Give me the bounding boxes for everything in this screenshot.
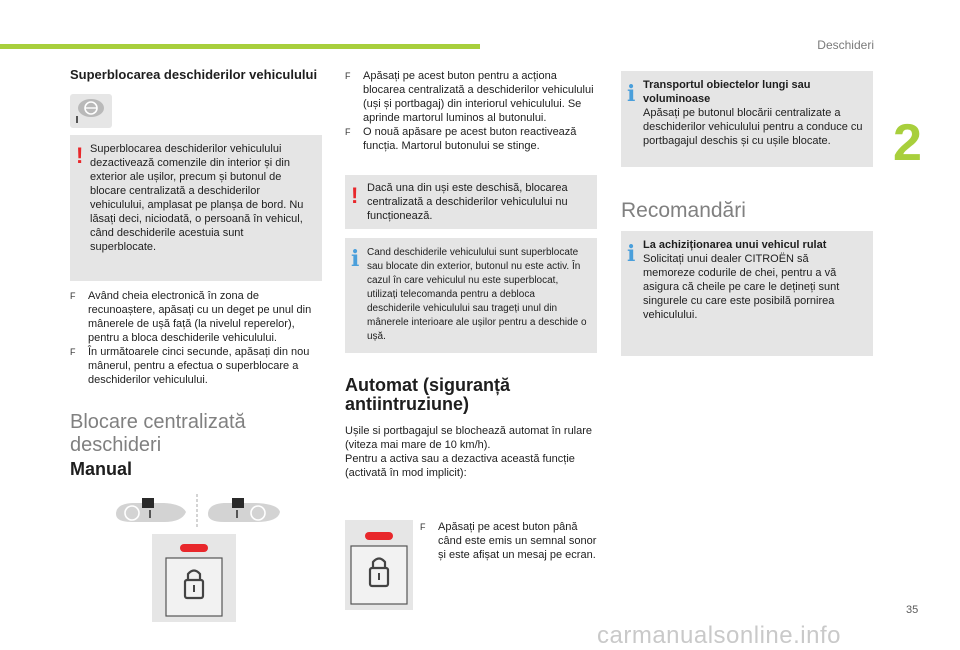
door-open-warning-text: Dacă una din uși este deschisă, blocarea centralizată a deschiderilor vehiculului nu funcționează. (367, 182, 568, 222)
central-lock-step-2 (345, 125, 597, 153)
dashboard-buttons-illustration (112, 492, 284, 530)
recommendations-title: Recomandări (621, 199, 746, 222)
used-vehicle-info-title: La achiziționarea unui vehicul rulat (643, 239, 827, 251)
page-number: 35 (906, 604, 919, 616)
central-lock-button-box (152, 534, 236, 622)
used-vehicle-info-text: Solicitați unui dealer CITROËN să memoreze codurile de chei, pentru a vă asigura că cheile pe care le dețineți sunt singurele cu care este posibilă pornirea vehiculului. (643, 253, 840, 321)
info-icon: i (627, 241, 636, 267)
bullet-arrow-icon: F (420, 522, 426, 532)
auto-lock-step-1-text: Apăsați pe acest buton până când este emis un semnal sonor și este afișat un mesaj pe ecran. (438, 521, 597, 561)
superlock-warning-text: Superblocarea deschiderilor vehiculului dezactivează comenzile din interior și din exterior ale ușilor, precum și butonul de blocare centralizată a deschiderilor vehiculului, amplasat pe planșa de bord. Nu lăsați deci, niciodată, o persoană în vehicul, când deschiderile acestuia sunt superblocate. (90, 143, 304, 253)
long-objects-info-box (621, 71, 873, 167)
bullet-arrow-icon: F (70, 291, 76, 301)
info-icon: i (351, 246, 360, 272)
auto-lock-step-1 (420, 520, 600, 562)
superlock-warning-box (70, 135, 322, 281)
chapter-number: 2 (893, 114, 922, 172)
long-objects-info-title: Transportul obiectelor lungi sau voluminoase (643, 79, 811, 105)
warning-icon: ! (351, 183, 359, 208)
superlock-step-2 (70, 345, 322, 387)
auto-lock-para-2: Pentru a activa sau a dezactiva această funcție (activată în mod implicit): (345, 453, 575, 479)
door-handle-icon-box (70, 94, 112, 128)
long-objects-info-text: Apăsați pe butonul blocării centralizate a deschiderilor vehiculului pentru a conduce cu portbagajul deschis și cu ușile blocate. (643, 107, 863, 147)
door-handle-icon (70, 94, 112, 128)
door-open-warning-box (345, 175, 597, 229)
auto-lock-title: Automat (siguranță antiintruziune) (345, 375, 511, 414)
section-header: Deschideri (817, 38, 874, 52)
manual-subtitle: Manual (70, 459, 133, 479)
superlock-step-1-text: Având cheia electronică în zona de recunoaștere, apăsați cu un deget pe unul din mânerele de ușă față (la nivelul reperelor), pentru a bloca deschiderile vehiculului. (88, 290, 312, 344)
central-lock-step-1 (345, 69, 597, 125)
bullet-arrow-icon: F (345, 71, 351, 81)
long-objects-info-content (643, 78, 863, 148)
bullet-arrow-icon: F (70, 347, 76, 357)
header-accent-bar (0, 44, 480, 49)
central-lock-step-2-text: O nouă apăsare pe acest buton reactivează funcția. Martorul butonului se stinge. (363, 126, 577, 152)
used-vehicle-info-content (643, 238, 863, 322)
superlock-title: Superblocarea deschiderilor vehiculului (70, 67, 318, 82)
superlock-steps (70, 289, 322, 387)
used-vehicle-info-box (621, 231, 873, 356)
bullet-arrow-icon: F (345, 127, 351, 137)
info-icon: i (627, 81, 636, 107)
lock-button-icon (345, 520, 413, 610)
warning-icon: ! (76, 143, 84, 168)
superlock-step-2-text: În următoarele cinci secunde, apăsați din nou mânerul, pentru a efectua o superblocare a deschiderilor vehiculului. (88, 346, 310, 386)
superlocked-info-box (345, 238, 597, 353)
auto-lock-description (345, 424, 597, 480)
central-lock-step-1-text: Apăsați pe acest buton pentru a acționa blocarea centralizată a deschiderilor vehiculului (uși și portbagaj) din interiorul vehiculului. Se aprinde martorul luminos al butonului. (363, 70, 594, 124)
auto-lock-para-1: Ușile si portbagajul se blochează automat în rulare (viteza mai mare de 10 km/h). (345, 425, 593, 451)
watermark: carmanualsonline.info (597, 622, 841, 649)
auto-lock-step (420, 520, 600, 562)
central-lock-title: Blocare centralizată deschideri (70, 411, 246, 456)
auto-lock-button-box (345, 520, 413, 610)
lock-button-icon (152, 534, 236, 622)
superlock-step-1 (70, 289, 322, 345)
superlocked-info-text: Cand deschiderile vehiculului sunt superblocate sau blocate din exterior, butonul nu este activ. În cazul în care vehiculul nu este superblocat, utilizați telecomanda pentru a debloca deschiderile vehiculului sau trageți unul din mânerele interioare ale ușilor pentru a deschide o ușă. (367, 247, 587, 342)
central-lock-steps (345, 69, 597, 153)
